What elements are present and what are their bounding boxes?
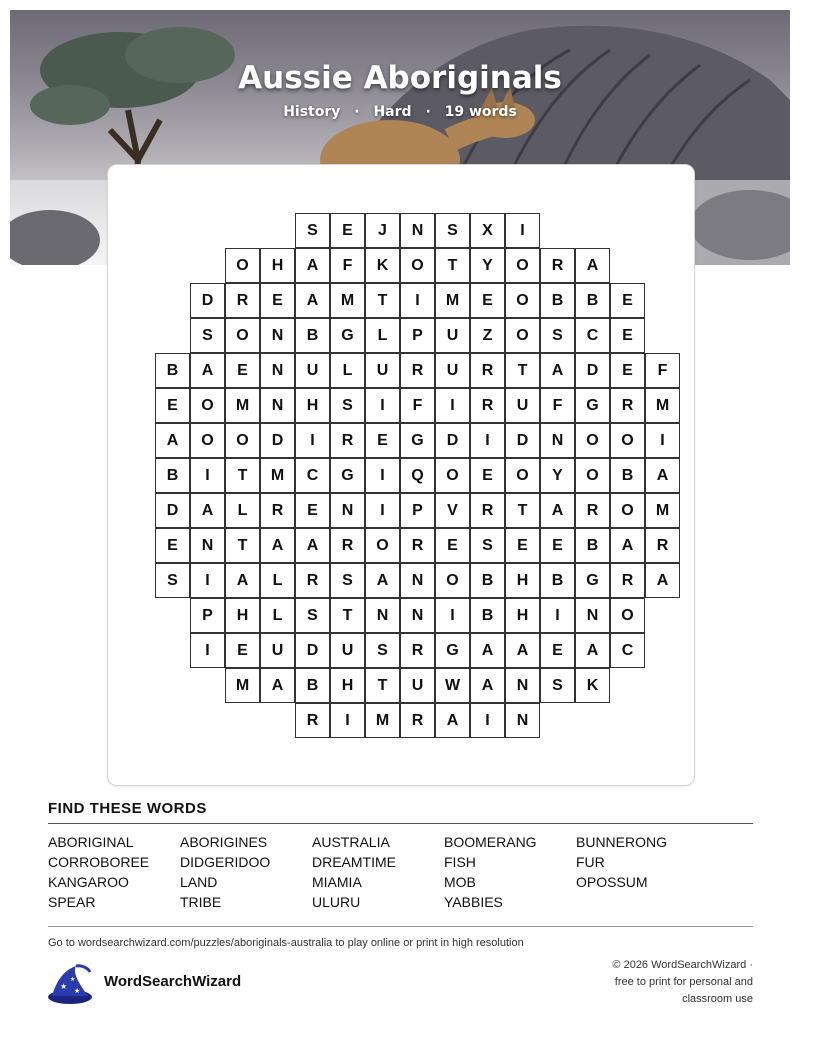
grid-cell: N <box>190 528 225 563</box>
grid-cell: S <box>540 318 575 353</box>
grid-cell: U <box>435 353 470 388</box>
grid-cell: A <box>260 528 295 563</box>
grid-cell: R <box>295 563 330 598</box>
grid-cell: E <box>225 353 260 388</box>
grid-cell: C <box>610 633 645 668</box>
grid-cell: E <box>610 283 645 318</box>
grid-cell: A <box>575 248 610 283</box>
grid-cell: U <box>505 388 540 423</box>
grid-cell: L <box>225 493 260 528</box>
word-list-item: BUNNERONG <box>576 834 668 850</box>
grid-cell: O <box>575 458 610 493</box>
grid-cell: A <box>190 493 225 528</box>
grid-cell: E <box>540 633 575 668</box>
word-list-item: OPOSSUM <box>576 874 648 890</box>
grid-cell: I <box>540 598 575 633</box>
wizard-hat-icon <box>46 963 94 1005</box>
grid-cell: R <box>645 528 680 563</box>
grid-cell: U <box>400 668 435 703</box>
word-count-label: 19 words <box>444 104 517 120</box>
meta-separator: · <box>425 104 431 120</box>
grid-cell: M <box>225 668 260 703</box>
grid-cell: R <box>470 388 505 423</box>
grid-cell: O <box>225 248 260 283</box>
grid-cell: B <box>540 283 575 318</box>
grid-cell: H <box>505 563 540 598</box>
grid-cell: A <box>295 248 330 283</box>
grid-cell: T <box>330 598 365 633</box>
grid-cell: N <box>400 563 435 598</box>
grid-cell: E <box>155 388 190 423</box>
grid-cell: Q <box>400 458 435 493</box>
grid-cell: P <box>400 318 435 353</box>
grid-cell: A <box>295 528 330 563</box>
grid-cell: G <box>330 458 365 493</box>
grid-cell: O <box>505 318 540 353</box>
grid-cell: O <box>505 248 540 283</box>
grid-cell: I <box>505 213 540 248</box>
grid-cell: G <box>435 633 470 668</box>
word-list-item: YABBIES <box>444 894 503 910</box>
grid-cell: R <box>610 563 645 598</box>
svg-text:★: ★ <box>70 976 76 983</box>
difficulty-label: Hard <box>373 104 412 120</box>
grid-cell: D <box>295 633 330 668</box>
grid-cell: R <box>400 633 435 668</box>
grid-cell: W <box>435 668 470 703</box>
grid-cell: R <box>225 283 260 318</box>
grid-cell: M <box>365 703 400 738</box>
grid-cell: M <box>645 493 680 528</box>
grid-cell: R <box>400 353 435 388</box>
word-list-item: KANGAROO <box>48 874 129 890</box>
grid-cell: E <box>365 423 400 458</box>
word-list-heading: FIND THESE WORDS <box>48 800 207 817</box>
grid-cell: O <box>575 423 610 458</box>
grid-cell: A <box>645 563 680 598</box>
grid-cell: O <box>505 458 540 493</box>
copyright-notice <box>583 957 753 1008</box>
grid-cell: A <box>575 633 610 668</box>
svg-text:★: ★ <box>60 982 68 991</box>
grid-cell: N <box>260 353 295 388</box>
grid-cell: U <box>260 633 295 668</box>
grid-cell: A <box>225 563 260 598</box>
grid-cell: A <box>365 563 400 598</box>
grid-cell: S <box>295 598 330 633</box>
grid-cell: E <box>295 493 330 528</box>
word-list-item: FUR <box>576 854 605 870</box>
grid-cell: B <box>540 563 575 598</box>
word-list-item: ULURU <box>312 894 361 910</box>
grid-cell: M <box>435 283 470 318</box>
grid-cell: R <box>295 703 330 738</box>
word-list-item: LAND <box>180 874 218 890</box>
grid-cell: N <box>400 598 435 633</box>
grid-cell: E <box>330 213 365 248</box>
grid-cell: N <box>400 213 435 248</box>
grid-cell: U <box>330 633 365 668</box>
grid-cell: B <box>470 598 505 633</box>
grid-cell: R <box>470 353 505 388</box>
grid-cell: M <box>645 388 680 423</box>
grid-cell: T <box>365 668 400 703</box>
grid-cell: M <box>330 283 365 318</box>
svg-text:★: ★ <box>74 987 81 995</box>
grid-cell: Z <box>470 318 505 353</box>
grid-cell: E <box>155 528 190 563</box>
grid-cell: O <box>190 388 225 423</box>
word-list-item: SPEAR <box>48 894 96 910</box>
grid-cell: A <box>190 353 225 388</box>
grid-cell: N <box>505 668 540 703</box>
copyright-line: classroom use <box>682 993 753 1005</box>
grid-cell: S <box>435 213 470 248</box>
grid-cell: P <box>190 598 225 633</box>
grid-cell: B <box>575 283 610 318</box>
grid-cell: B <box>155 353 190 388</box>
grid-cell: B <box>470 563 505 598</box>
grid-cell: A <box>435 703 470 738</box>
grid-cell: G <box>400 423 435 458</box>
grid-cell: T <box>365 283 400 318</box>
footer-url-text: Go to wordsearchwizard.com/puzzles/aboriginals-australia to play online or print in high resolution <box>48 937 524 949</box>
grid-cell: C <box>295 458 330 493</box>
grid-cell: E <box>505 528 540 563</box>
grid-cell: T <box>225 528 260 563</box>
grid-cell: I <box>365 493 400 528</box>
grid-cell: I <box>645 423 680 458</box>
grid-cell: O <box>505 283 540 318</box>
grid-cell: S <box>295 213 330 248</box>
grid-cell: H <box>330 668 365 703</box>
divider <box>48 926 753 927</box>
grid-cell: A <box>505 633 540 668</box>
grid-cell: S <box>330 563 365 598</box>
grid-cell: E <box>435 528 470 563</box>
grid-cell: I <box>470 423 505 458</box>
grid-cell: O <box>225 318 260 353</box>
grid-cell: B <box>295 668 330 703</box>
grid-cell: E <box>610 318 645 353</box>
grid-cell: B <box>610 458 645 493</box>
word-list-item: BOOMERANG <box>444 834 537 850</box>
grid-cell: I <box>190 633 225 668</box>
grid-cell: G <box>575 563 610 598</box>
grid-cell: N <box>260 318 295 353</box>
grid-cell: A <box>470 633 505 668</box>
copyright-line: © 2026 WordSearchWizard · <box>612 959 753 971</box>
grid-cell: C <box>575 318 610 353</box>
grid-cell: O <box>190 423 225 458</box>
grid-cell: A <box>540 353 575 388</box>
grid-cell: I <box>365 458 400 493</box>
grid-cell: E <box>540 528 575 563</box>
grid-cell: E <box>470 283 505 318</box>
grid-cell: A <box>470 668 505 703</box>
grid-cell: B <box>575 528 610 563</box>
grid-cell: A <box>540 493 575 528</box>
divider <box>48 823 753 824</box>
grid-cell: H <box>295 388 330 423</box>
grid-cell: M <box>225 388 260 423</box>
grid-cell: O <box>610 598 645 633</box>
grid-cell: R <box>330 528 365 563</box>
grid-cell: X <box>470 213 505 248</box>
grid-cell: N <box>330 493 365 528</box>
grid-cell: I <box>400 283 435 318</box>
grid-cell: M <box>260 458 295 493</box>
grid-cell: G <box>330 318 365 353</box>
grid-cell: F <box>540 388 575 423</box>
word-list <box>48 832 728 912</box>
grid-cell: A <box>260 668 295 703</box>
grid-cell: P <box>400 493 435 528</box>
grid-cell: R <box>330 423 365 458</box>
grid-cell: D <box>190 283 225 318</box>
grid-cell: B <box>155 458 190 493</box>
letter-grid <box>155 213 680 738</box>
grid-cell: G <box>575 388 610 423</box>
grid-cell: I <box>365 388 400 423</box>
word-list-item: MIAMIA <box>312 874 362 890</box>
grid-cell: R <box>610 388 645 423</box>
grid-cell: E <box>225 633 260 668</box>
word-list-item: ABORIGINAL <box>48 834 134 850</box>
grid-cell: S <box>365 633 400 668</box>
grid-cell: E <box>610 353 645 388</box>
grid-cell: O <box>365 528 400 563</box>
word-list-item: TRIBE <box>180 894 222 910</box>
grid-cell: N <box>540 423 575 458</box>
grid-cell: Y <box>470 248 505 283</box>
grid-cell: S <box>190 318 225 353</box>
grid-cell: U <box>295 353 330 388</box>
grid-cell: R <box>260 493 295 528</box>
grid-cell: B <box>295 318 330 353</box>
grid-cell: F <box>400 388 435 423</box>
grid-cell: O <box>435 458 470 493</box>
grid-cell: L <box>260 563 295 598</box>
grid-cell: I <box>190 458 225 493</box>
word-list-item: FISH <box>444 854 476 870</box>
grid-cell: R <box>470 493 505 528</box>
grid-cell: I <box>435 388 470 423</box>
grid-cell: H <box>260 248 295 283</box>
grid-cell: S <box>540 668 575 703</box>
grid-cell: A <box>155 423 190 458</box>
word-list-item: ABORIGINES <box>180 834 268 850</box>
grid-cell: N <box>505 703 540 738</box>
meta-separator: · <box>354 104 360 120</box>
grid-cell: F <box>645 353 680 388</box>
grid-cell: I <box>470 703 505 738</box>
grid-cell: O <box>610 423 645 458</box>
grid-cell: O <box>400 248 435 283</box>
grid-cell: A <box>645 458 680 493</box>
grid-cell: S <box>155 563 190 598</box>
grid-cell: O <box>610 493 645 528</box>
grid-cell: R <box>400 703 435 738</box>
puzzle-title: Aussie Aboriginals <box>238 60 562 96</box>
grid-cell: A <box>610 528 645 563</box>
grid-cell: T <box>435 248 470 283</box>
grid-cell: R <box>540 248 575 283</box>
grid-cell: R <box>400 528 435 563</box>
copyright-line: free to print for personal and <box>614 976 753 988</box>
grid-cell: U <box>435 318 470 353</box>
grid-cell: R <box>575 493 610 528</box>
word-list-item: MOB <box>444 874 476 890</box>
grid-cell: V <box>435 493 470 528</box>
word-list-item: DREAMTIME <box>312 854 396 870</box>
grid-cell: E <box>260 283 295 318</box>
grid-cell: I <box>330 703 365 738</box>
grid-cell: T <box>505 493 540 528</box>
grid-cell: L <box>260 598 295 633</box>
grid-cell: D <box>435 423 470 458</box>
grid-cell: E <box>470 458 505 493</box>
grid-cell: L <box>365 318 400 353</box>
grid-cell: F <box>330 248 365 283</box>
grid-cell: D <box>155 493 190 528</box>
grid-cell: I <box>295 423 330 458</box>
category-label: History <box>283 104 341 120</box>
grid-cell: S <box>470 528 505 563</box>
grid-cell: T <box>505 353 540 388</box>
grid-cell: D <box>575 353 610 388</box>
grid-cell: I <box>435 598 470 633</box>
grid-cell: H <box>505 598 540 633</box>
puzzle-meta <box>0 104 800 120</box>
grid-cell: N <box>260 388 295 423</box>
grid-cell: H <box>225 598 260 633</box>
grid-cell: K <box>365 248 400 283</box>
word-list-item: DIDGERIDOO <box>180 854 271 870</box>
grid-cell: S <box>330 388 365 423</box>
grid-cell: O <box>435 563 470 598</box>
grid-cell: D <box>260 423 295 458</box>
word-list-item: AUSTRALIA <box>312 834 390 850</box>
grid-cell: I <box>190 563 225 598</box>
grid-cell: J <box>365 213 400 248</box>
brand-name: WordSearchWizard <box>104 973 242 990</box>
grid-cell: K <box>575 668 610 703</box>
grid-cell: N <box>575 598 610 633</box>
word-list-item: CORROBOREE <box>48 854 150 870</box>
grid-cell: O <box>225 423 260 458</box>
grid-cell: N <box>365 598 400 633</box>
grid-cell: D <box>505 423 540 458</box>
grid-cell: U <box>365 353 400 388</box>
grid-cell: T <box>225 458 260 493</box>
grid-cell: L <box>330 353 365 388</box>
grid-cell: A <box>295 283 330 318</box>
grid-cell: Y <box>540 458 575 493</box>
